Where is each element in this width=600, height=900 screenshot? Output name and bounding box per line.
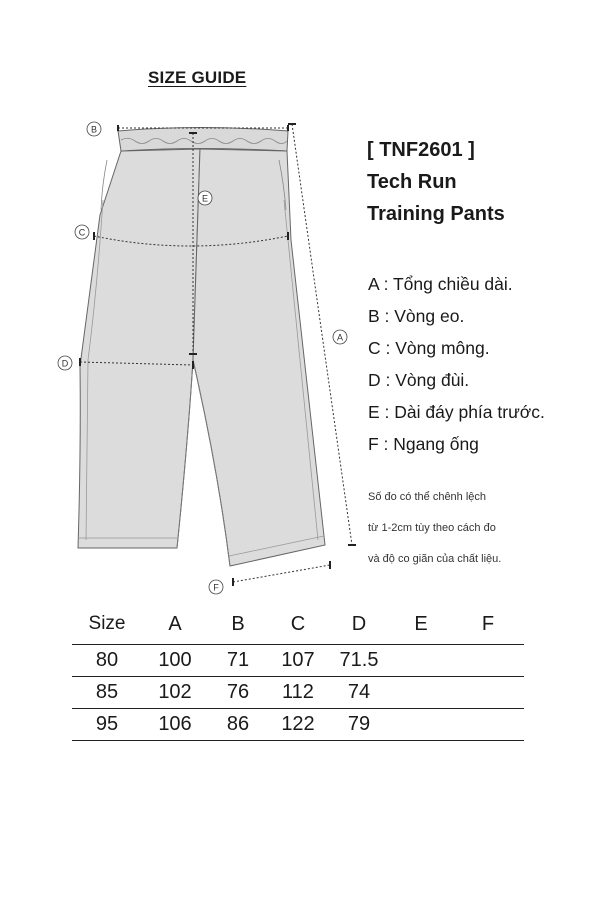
- svg-text:C: C: [78, 227, 86, 238]
- cell-a: 106: [158, 713, 192, 735]
- product-code: [ TNF2601 ]: [367, 139, 475, 161]
- size-table-header: [72, 604, 524, 645]
- product-info: [367, 134, 505, 230]
- header-size: Size: [88, 613, 126, 634]
- cell-f: [452, 645, 524, 677]
- marker-f: [209, 580, 223, 594]
- table-row: [72, 677, 524, 709]
- header-a: A: [168, 612, 182, 635]
- page-title: SIZE GUIDE: [148, 68, 247, 87]
- marker-b: [87, 122, 101, 136]
- header-d: D: [351, 612, 367, 635]
- cell-d: 74: [347, 681, 371, 703]
- product-name-line-1: Tech Run: [367, 171, 457, 193]
- cell-c: 122: [281, 713, 315, 735]
- note-line: và độ co giãn của chất liệu.: [368, 553, 502, 565]
- svg-text:E: E: [201, 193, 209, 204]
- marker-d: [58, 356, 72, 370]
- header-e: E: [414, 612, 428, 635]
- marker-a: [333, 330, 347, 344]
- svg-text:F: F: [213, 582, 219, 593]
- table-row: [72, 645, 524, 677]
- cell-e: [390, 677, 452, 709]
- cell-e: [390, 645, 452, 677]
- cell-a: 102: [158, 681, 192, 703]
- header-c: C: [290, 612, 306, 635]
- marker-e: [198, 191, 212, 205]
- legend-item-a: A : Tổng chiều dài.: [368, 274, 513, 294]
- legend-item-b: B : Vòng eo.: [368, 306, 465, 326]
- cell-size: 95: [95, 713, 119, 735]
- measurement-note: [368, 482, 501, 575]
- header-f: F: [481, 612, 495, 635]
- product-name-line-2: Training Pants: [367, 203, 505, 225]
- legend-item-c: C : Vòng mông.: [368, 338, 490, 358]
- right-leg: [193, 149, 325, 566]
- cell-f: [452, 677, 524, 709]
- cell-c: 112: [282, 681, 314, 703]
- size-table: [72, 604, 524, 741]
- waistband: [118, 128, 288, 152]
- cell-e: [390, 709, 452, 741]
- measurement-legend: [368, 268, 545, 460]
- cell-size: 80: [95, 649, 119, 671]
- note-line: Số đo có thể chênh lệch: [368, 491, 487, 503]
- cell-b: 76: [226, 681, 250, 703]
- left-leg: [78, 149, 200, 548]
- note-line: từ 1-2cm tùy theo cách đo: [368, 522, 496, 534]
- cell-b: 86: [226, 713, 250, 735]
- marker-c: [75, 225, 89, 239]
- svg-text:D: D: [61, 358, 69, 369]
- header-b: B: [231, 612, 245, 635]
- svg-text:A: A: [336, 332, 344, 343]
- cell-a: 100: [158, 649, 192, 671]
- legend-item-d: D : Vòng đùi.: [368, 370, 470, 390]
- cell-f: [452, 709, 524, 741]
- cell-b: 71: [226, 649, 250, 671]
- table-row: [72, 709, 524, 741]
- svg-text:B: B: [90, 124, 98, 135]
- cell-d: 71.5: [339, 649, 379, 671]
- measure-f-line: [233, 565, 330, 582]
- legend-item-e: E : Dài đáy phía trước.: [368, 402, 545, 422]
- cell-d: 79: [347, 713, 371, 735]
- cell-size: 85: [95, 681, 119, 703]
- legend-item-f: F : Ngang ống: [368, 434, 479, 454]
- cell-c: 107: [281, 649, 315, 671]
